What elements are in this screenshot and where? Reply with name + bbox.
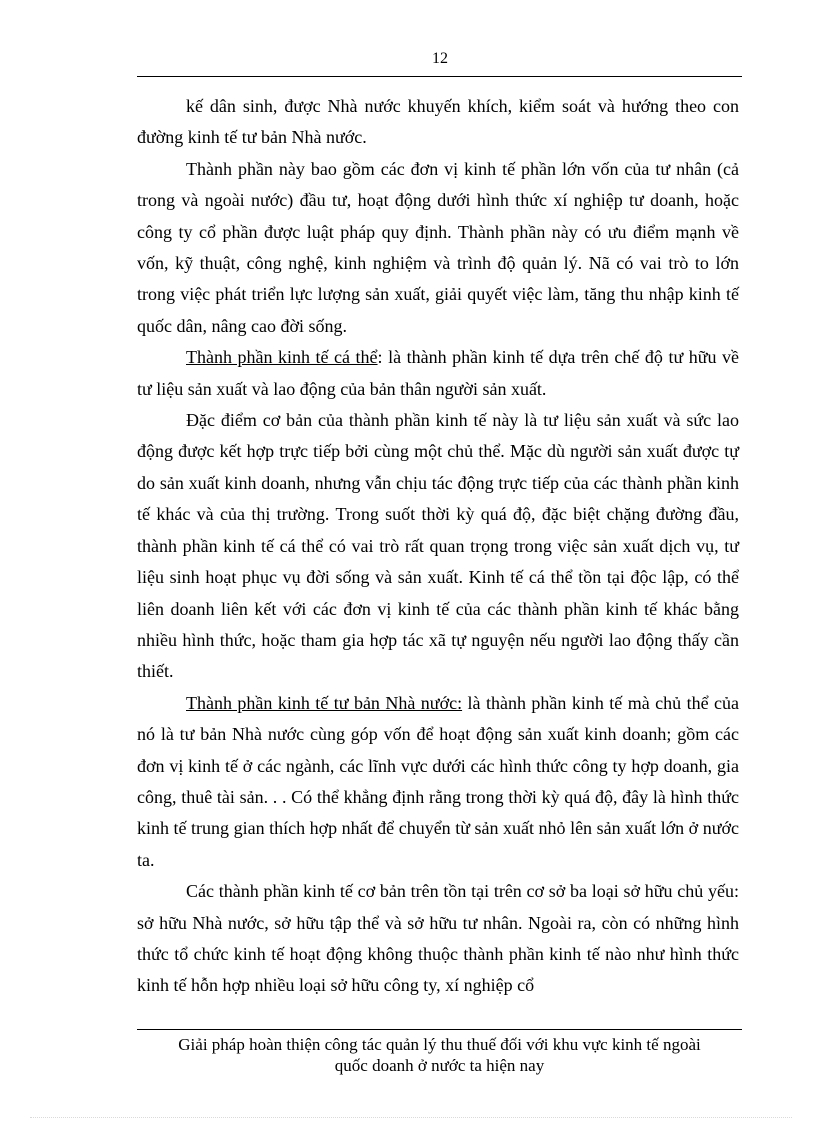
footer xyxy=(137,1034,742,1076)
page-edge-dotted-line xyxy=(30,1117,792,1118)
paragraph: Các thành phần kinh tế cơ bản trên tồn tại trên cơ sở ba loại sở hữu chủ yếu: sở hữu Nhà nước, sở hữu tập thể và sở hữu tư nhân. Ngoài ra, còn có những hình thức tổ chức kinh tế hoạt động không thuộc thành phần kinh tế nào như hình thức kinh tế hỗn hợp nhiều loại sở hữu công ty, xí nghiệp cổ xyxy=(137,881,739,996)
page-number: 12 xyxy=(432,50,448,67)
paragraph-text: là thành phần kinh tế dựa trên chế độ tư hữu về tư liệu sản xuất và lao động của bản thân người sản xuất. xyxy=(137,347,739,399)
footer-divider xyxy=(137,1029,742,1030)
document-body xyxy=(137,91,739,1002)
section-heading: Thành phần kinh tế cá thể xyxy=(186,347,378,368)
footer-title-line-1: Giải pháp hoàn thiện công tác quản lý thu thuế đối với khu vực kinh tế ngoài xyxy=(178,1035,701,1054)
heading-separator: : xyxy=(377,347,383,368)
paragraph xyxy=(137,342,739,405)
footer-title-line-2: quốc doanh ở nước ta hiện nay xyxy=(334,1056,545,1075)
paragraph: Đặc điểm cơ bản của thành phần kinh tế này là tư liệu sản xuất và sức lao động được kết hợp trực tiếp bởi cùng một chủ thể. Mặc dù người sản xuất được tự do sản xuất kinh doanh, nhưng vẫn chịu tác động trực tiếp của các thành phần kinh tế khác và của thị trường. Trong suốt thời kỳ quá độ, đặc biệt chặng đường đầu, thành phần kinh tế cá thể có vai trò rất quan trọng trong việc sản xuất dịch vụ, tư liệu sinh hoạt phục vụ đời sống và sản xuất. Kinh tế cá thể tồn tại độc lập, có thể liên doanh liên kết với các đơn vị kinh tế của các thành phần kinh tế khác bằng nhiều hình thức, hoặc tham gia hợp tác xã tự nguyện nếu người lao động thấy cần thiết. xyxy=(137,410,739,682)
paragraph: Thành phần này bao gồm các đơn vị kinh tế phần lớn vốn của tư nhân (cả trong và ngoài nước) đầu tư, hoạt động dưới hình thức xí nghiệp tư doanh, hoặc công ty cổ phần được luật pháp quy định. Thành phần này có ưu điểm mạnh về vốn, kỹ thuật, công nghệ, kinh nghiệm và trình độ quản lý. Nã có vai trò to lớn trong việc phát triển lực lượng sản xuất, giải quyết việc làm, tăng thu nhập kinh tế quốc dân, nâng cao đời sống. xyxy=(137,158,739,336)
header-divider xyxy=(137,76,742,77)
section-heading: Thành phần kinh tế tư bản Nhà nước: xyxy=(186,692,463,713)
paragraph-text: là thành phần kinh tế mà chủ thể của nó là tư bản Nhà nước cùng góp vốn để hoạt động sản xuất kinh doanh; gồm các đơn vị kinh tế ở các ngành, các lĩnh vực dưới các hình thức công ty hợp doanh, gia công, thuê tài sản. . . Có thể khẳng định rằng trong thời kỳ quá độ, đây là hình thức kinh tế trung gian thích hợp nhất để chuyển từ sản xuất nhỏ lên sản xuất lớn ở nước ta. xyxy=(137,692,739,870)
paragraph xyxy=(137,688,739,876)
paragraph: kế dân sinh, được Nhà nước khuyến khích, kiểm soát và hướng theo con đường kinh tế tư bản Nhà nước. xyxy=(137,96,739,148)
